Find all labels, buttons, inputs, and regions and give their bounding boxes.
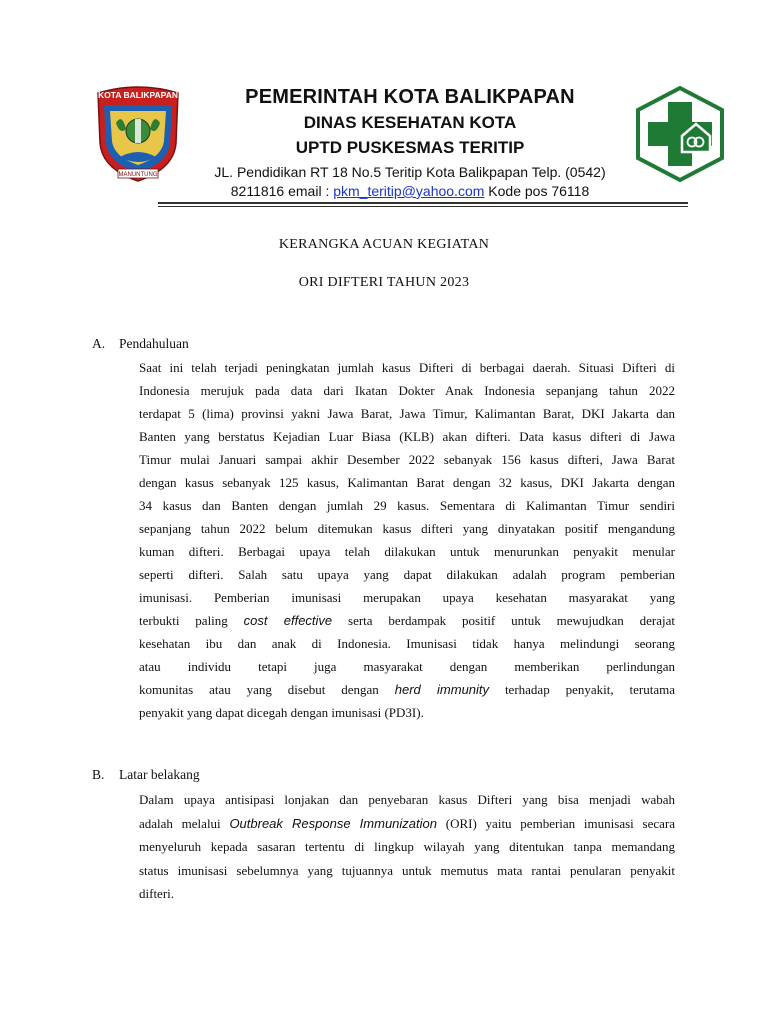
paragraph-line: Saat ini telah terjadi peningkatan jumlah kasus Difteri di berbagai daerah. Situasi Difteri di xyxy=(139,360,675,375)
paragraph-line-ori xyxy=(139,812,675,836)
italic-term-ori: Outbreak Response Immunization xyxy=(229,815,437,831)
text-segment: komunitas atau yang disebut dengan xyxy=(139,682,395,697)
text-segment: adalah melalui xyxy=(139,815,230,831)
letterhead-subtitle-uptd: UPTD PUSKESMAS TERITIP xyxy=(295,138,525,157)
paragraph-line: Timur mulai Januari sampai akhir Desember 2022 sebanyak 156 kasus difteri, Jawa Barat xyxy=(139,452,675,467)
logo-left-bottom-text: MANUNTUNG xyxy=(118,172,158,178)
text-segment: terhadap penyakit, terutama xyxy=(489,682,675,697)
section-b-paragraph xyxy=(139,788,675,906)
paragraph-line: atau individu tetapi juga masyarakat dengan memberikan perlindungan xyxy=(139,659,675,674)
text-segment: (ORI) yaitu pemberian imunisasi secara xyxy=(437,815,675,831)
text-segment: serta berdampak positif untuk mewujudkan derajat xyxy=(332,613,675,628)
text-segment: terbukti paling xyxy=(139,613,244,628)
email-link[interactable]: pkm_teritip@yahoo.com xyxy=(333,183,485,199)
paragraph-line: dengan kasus sebanyak 125 kasus, Kalimantan Barat dengan 32 kasus, DKI Jakarta dengan xyxy=(139,475,675,490)
paragraph-line: difteri. xyxy=(139,886,175,901)
document-subject: ORI DIFTERI TAHUN 2023 xyxy=(298,275,470,290)
section-b-heading xyxy=(92,767,200,783)
section-b-title: Latar belakang xyxy=(119,767,200,782)
italic-term-cost-effective: cost effective xyxy=(243,613,333,628)
section-a-title: Pendahuluan xyxy=(119,336,189,351)
italic-term-herd-immunity: herd immunity xyxy=(394,682,490,697)
paragraph-line: Dalam upaya antisipasi lonjakan dan penyebaran kasus Difteri yang bisa menjadi wabah xyxy=(139,792,675,807)
section-b-letter: B. xyxy=(92,767,105,782)
paragraph-line: penyakit yang dapat dicegah dengan imunisasi (PD3I). xyxy=(139,705,424,720)
letterhead-contact xyxy=(190,183,630,199)
letterhead-divider-thick xyxy=(158,202,688,204)
section-a-heading xyxy=(92,336,189,352)
letterhead-title: PEMERINTAH KOTA BALIKPAPAN xyxy=(245,86,575,108)
contact-phone-text: 8211816 email : xyxy=(230,183,334,199)
paragraph-line: 34 kasus dan Banten dengan jumlah 29 kasus. Sementara di Kalimantan Timur sendiri xyxy=(139,498,675,513)
paragraph-line: kuman difteri. Berbagai upaya telah dilakukan untuk menurunkan penyakit menular xyxy=(139,544,675,559)
document-title: KERANGKA ACUAN KEGIATAN xyxy=(278,237,490,252)
postal-code-text: Kode pos 76118 xyxy=(484,183,590,199)
paragraph-line: menyeluruh kepada sasaran tertentu di lingkup wilayah yang ditentukan tanpa memandang xyxy=(139,839,675,854)
paragraph-line: imunisasi. Pemberian imunisasi merupakan upaya kesehatan masyarakat yang xyxy=(139,590,675,605)
letterhead-address: JL. Pendidikan RT 18 No.5 Teritip Kota Balikpapan Telp. (0542) xyxy=(214,164,606,180)
paragraph-line: kesehatan ibu dan anak di Indonesia. Imunisasi tidak hanya melindungi seorang xyxy=(139,636,675,651)
logo-left-top-text: KOTA BALIKPAPAN xyxy=(98,90,178,100)
section-a-letter: A. xyxy=(92,336,106,351)
section-a-paragraph xyxy=(139,356,675,724)
paragraph-line-herd-immunity xyxy=(139,678,675,701)
paragraph-line: Indonesia merujuk pada data dari Ikatan Dokter Anak Indonesia sepanjang tahun 2022 xyxy=(139,383,675,398)
paragraph-line-cost-effective xyxy=(139,609,675,632)
puskesmas-logo xyxy=(632,86,728,182)
paragraph-line: status imunisasi sebelumnya yang tujuannya untuk memutus mata rantai penularan penyakit xyxy=(139,862,675,878)
paragraph-line: Banten yang berstatus Kejadian Luar Biasa (KLB) akan difteri. Data kasus difteri di Jawa xyxy=(139,429,675,444)
paragraph-line: terdapat 5 (lima) provinsi yakni Jawa Barat, Jawa Timur, Kalimantan Barat, DKI Jakarta dan xyxy=(139,406,675,421)
paragraph-line: seperti difteri. Salah satu upaya yang dapat dilakukan adalah program pemberian xyxy=(139,567,675,582)
letterhead-divider-thin xyxy=(158,206,688,207)
paragraph-line: sepanjang tahun 2022 belum ditemukan kasus difteri yang dinyatakan positif mengandung xyxy=(139,521,675,536)
letterhead-subtitle-dinas: DINAS KESEHATAN KOTA xyxy=(303,113,517,132)
kota-balikpapan-logo xyxy=(90,83,186,183)
